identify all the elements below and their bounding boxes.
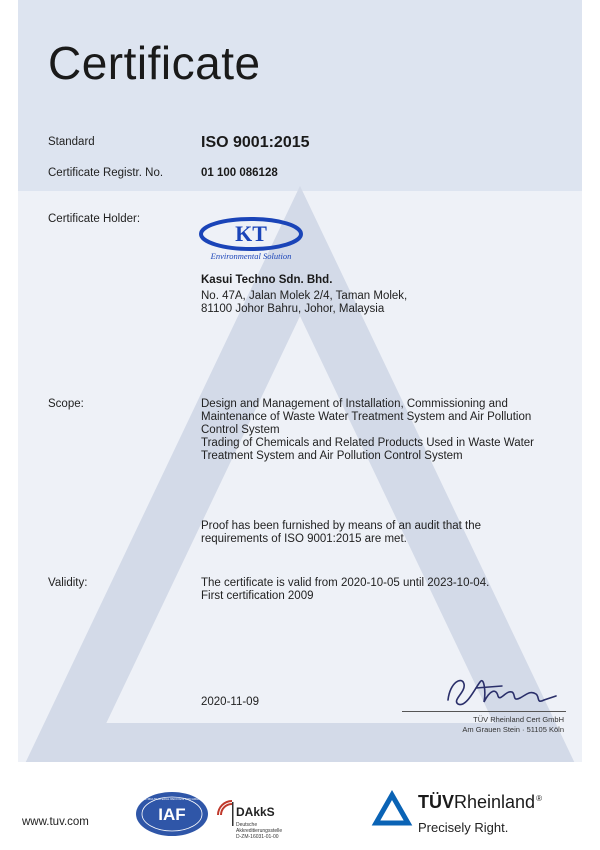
standard-value: ISO 9001:2015 [201,134,310,151]
holder-label: Certificate Holder: [48,213,141,225]
kt-company-logo [197,216,307,262]
scope-line: Maintenance of Waste Water Treatment System and Air Pollution [201,411,532,423]
dakks-sub-akkreditierung: Akkreditierungsstelle [236,828,283,834]
iaf-logo-text: IAF [158,805,186,824]
proof-line: requirements of ISO 9001:2015 are met. [201,533,407,545]
holder-address-line: 81100 Johor Bahru, Johor, Malaysia [201,303,385,315]
signature-line [402,711,566,712]
validity-label: Validity: [48,577,88,589]
certificate-title: Certificate [48,37,261,89]
kt-logo-tagline: Environmental Solution [210,251,292,261]
tuv-slogan: Precisely Right. [418,820,509,835]
dakks-logo [214,790,310,840]
iaf-ring-text: MEMBER OF MULTILATERAL RECOGNITION ARRANGEMENT [128,797,216,801]
issue-date: 2020-11-09 [201,696,259,708]
scope-line: Design and Management of Installation, Commissioning and [201,398,508,410]
tuv-rheinland-brand [418,792,542,813]
kt-logo-text: KT [235,221,267,246]
proof-line: Proof has been furnished by means of an audit that the [201,520,482,532]
issuer-name: TÜV Rheinland Cert GmbH [473,715,564,724]
dakks-sub-number: D-ZM-16031-01-00 [236,834,279,840]
validity-text [201,577,489,603]
scope-line: Treatment System and Air Pollution Control System [201,450,463,462]
registr-label: Certificate Registr. No. [48,167,164,179]
holder-address [201,290,407,316]
tuv-triangle-icon [373,792,411,826]
registr-value: 01 100 086128 [201,167,278,179]
scope-line: Trading of Chemicals and Related Products Used in Waste Water [201,437,535,449]
scope-line: Control System [201,424,280,436]
tuv-brand-rest: Rheinland [454,792,536,812]
standard-label: Standard [48,136,95,148]
iaf-logo [128,790,216,838]
scope-label: Scope: [48,398,84,410]
validity-line: First certification 2009 [201,590,314,602]
handwritten-signature [440,670,560,710]
holder-address-line: No. 47A, Jalan Molek 2/4, Taman Molek, [201,290,408,302]
issuer-address: Am Grauen Stein · 51105 Köln [462,725,564,734]
holder-name: Kasui Techno Sdn. Bhd. [201,274,333,286]
tuv-brand-bold: TÜV [418,792,454,812]
validity-line: The certificate is valid from 2020-10-05 until 2023-10-04. [201,577,490,589]
dakks-sub-deutsche: Deutsche [236,822,258,828]
footer-url-link[interactable]: www.tuv.com [22,816,89,828]
dakks-logo-text: DAkkS [236,805,275,819]
registered-mark: ® [536,794,542,803]
header-band [18,0,582,191]
scope-text [201,398,534,463]
proof-text [201,520,481,546]
